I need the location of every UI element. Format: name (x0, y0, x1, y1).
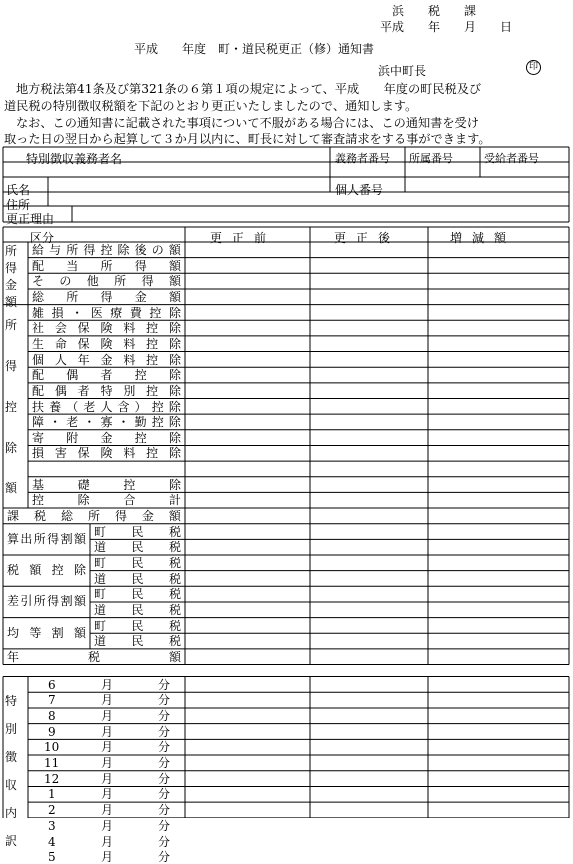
month-number: 8 (48, 708, 56, 723)
income-group-label: 所 得 金 額 (4, 244, 17, 309)
monthly-group-label: 特 別 徴 収 内 訳 (4, 694, 17, 849)
share-word: 分 (158, 850, 171, 864)
deduction-row-label: 障 ・ 老 ・ 寡 ・ 勤 控 除 (32, 415, 181, 430)
month-word: 月 (101, 708, 114, 723)
share-word: 分 (158, 677, 171, 692)
header-diff: 増減額 (450, 231, 517, 245)
prefecture-tax-label: 道 民 税 (94, 634, 181, 649)
prefecture-tax-label: 道 民 税 (94, 540, 181, 555)
town-tax-label: 町 民 税 (94, 618, 181, 633)
share-word: 分 (158, 708, 171, 723)
personal-number-label: 個人番号 (335, 183, 384, 197)
header-kubun: 区分 (30, 231, 55, 245)
town-tax-label: 町 民 税 (94, 556, 181, 570)
income-row-label: そ の 他 所 得 額 (32, 274, 181, 289)
month-number: 11 (44, 756, 60, 771)
town-tax-label: 町 民 税 (94, 587, 181, 602)
income-row-label: 総 所 得 金 額 (32, 289, 181, 304)
share-word: 分 (158, 771, 171, 786)
month-word: 月 (101, 834, 114, 849)
intro-line-1: 地方税法第41条及び第321条の６第１項の規定によって、平成 年度の町民税及び (16, 82, 482, 96)
document-title: 平成 年度 町・道民税更正（修）通知書 (134, 42, 375, 56)
month-number: 1 (48, 787, 56, 802)
deduction-row-label: 基 礎 控 除 (32, 477, 181, 492)
share-word: 分 (158, 818, 171, 833)
obligor-name-label: 特別徴収義務者名 (26, 152, 123, 166)
deduction-row-label: 社 会 保 険 料 控 除 (32, 321, 181, 336)
deduction-group-label: 所 得 控 除 額 (4, 318, 17, 496)
share-word: 分 (158, 740, 171, 755)
deduction-row-label: 損 害 保 険 料 控 除 (32, 446, 181, 461)
header-before: 更正前 (210, 231, 277, 245)
deduction-row-label: 雑 損 ・ 医 療 費 控 除 (32, 305, 181, 320)
month-word: 月 (101, 850, 114, 864)
revision-reason-label: 更正理由 (6, 212, 55, 226)
month-number: 2 (48, 803, 56, 818)
pair-group-label: 差 引 所 得 割 額 (7, 594, 86, 609)
deduction-row-label: 控 除 合 計 (32, 493, 181, 508)
prefecture-tax-label: 道 民 税 (94, 571, 181, 586)
pair-group-label: 税 額 控 除 (7, 563, 86, 577)
header-after: 更正後 (334, 231, 401, 245)
office-number-label: 所属番号 (409, 152, 453, 165)
name-label: 氏名 (6, 183, 31, 197)
intro-line-3: なお、この通知書に記載された事項について不服がある場合には、この通知書を受け (16, 116, 479, 130)
share-word: 分 (158, 724, 171, 739)
obligor-number-label: 義務者番号 (335, 152, 390, 165)
share-word: 分 (158, 693, 171, 708)
month-number: 5 (48, 850, 56, 864)
month-number: 9 (48, 724, 56, 739)
month-number: 6 (48, 677, 56, 692)
month-word: 月 (101, 787, 114, 802)
month-word: 月 (101, 677, 114, 692)
intro-line-4: 取った日の翌日から起算して３か月以内に、町長に対して審査請求をする事ができます。 (4, 132, 491, 146)
issue-date: 平成 年 月 日 (380, 20, 513, 34)
deduction-row-label: 扶 養 （ 老 人 含 ） 控 除 (32, 399, 181, 414)
recipient-number-label: 受給者番号 (484, 152, 539, 165)
share-word: 分 (158, 834, 171, 849)
month-word: 月 (101, 771, 114, 786)
month-number: 12 (44, 771, 60, 786)
deduction-row-label: 配 偶 者 特 別 控 除 (32, 383, 181, 398)
deduction-row-label: 寄 附 金 控 除 (32, 430, 181, 445)
deduction-row-label: 個 人 年 金 料 控 除 (32, 352, 181, 367)
month-number: 3 (48, 818, 56, 833)
intro-line-2: 道民税の特別徴収税額を下記のとおり更正いたしましたので、通知します。 (4, 99, 418, 113)
address-label: 住所 (6, 198, 31, 212)
month-word: 月 (101, 756, 114, 771)
month-word: 月 (101, 724, 114, 739)
month-word: 月 (101, 818, 114, 833)
income-row-label: 配 当 所 得 額 (32, 258, 181, 273)
month-word: 月 (101, 693, 114, 708)
seal-mark: 印 (526, 60, 541, 75)
department-name: 浜 税 課 (392, 4, 477, 18)
month-number: 7 (48, 693, 56, 708)
annual-tax-label: 年 税 額 (7, 649, 181, 664)
month-word: 月 (101, 803, 114, 818)
month-word: 月 (101, 740, 114, 755)
share-word: 分 (158, 787, 171, 802)
pair-group-label: 算 出 所 得 割 額 (7, 531, 86, 546)
income-row-label: 給 与 所 得 控 除 後 の 額 (32, 243, 181, 257)
share-word: 分 (158, 803, 171, 818)
month-number: 10 (44, 740, 60, 755)
town-tax-label: 町 民 税 (94, 524, 181, 539)
pair-group-label: 均 等 割 額 (7, 625, 86, 640)
month-number: 4 (48, 834, 56, 849)
share-word: 分 (158, 756, 171, 771)
deduction-row-label: 配 偶 者 控 除 (32, 368, 181, 383)
prefecture-tax-label: 道 民 税 (94, 602, 181, 617)
taxable-income-label: 課 税 総 所 得 金 額 (7, 509, 181, 524)
issuer-name: 浜中町長 (378, 64, 427, 78)
deduction-row-label: 生 命 保 険 料 控 除 (32, 336, 181, 351)
